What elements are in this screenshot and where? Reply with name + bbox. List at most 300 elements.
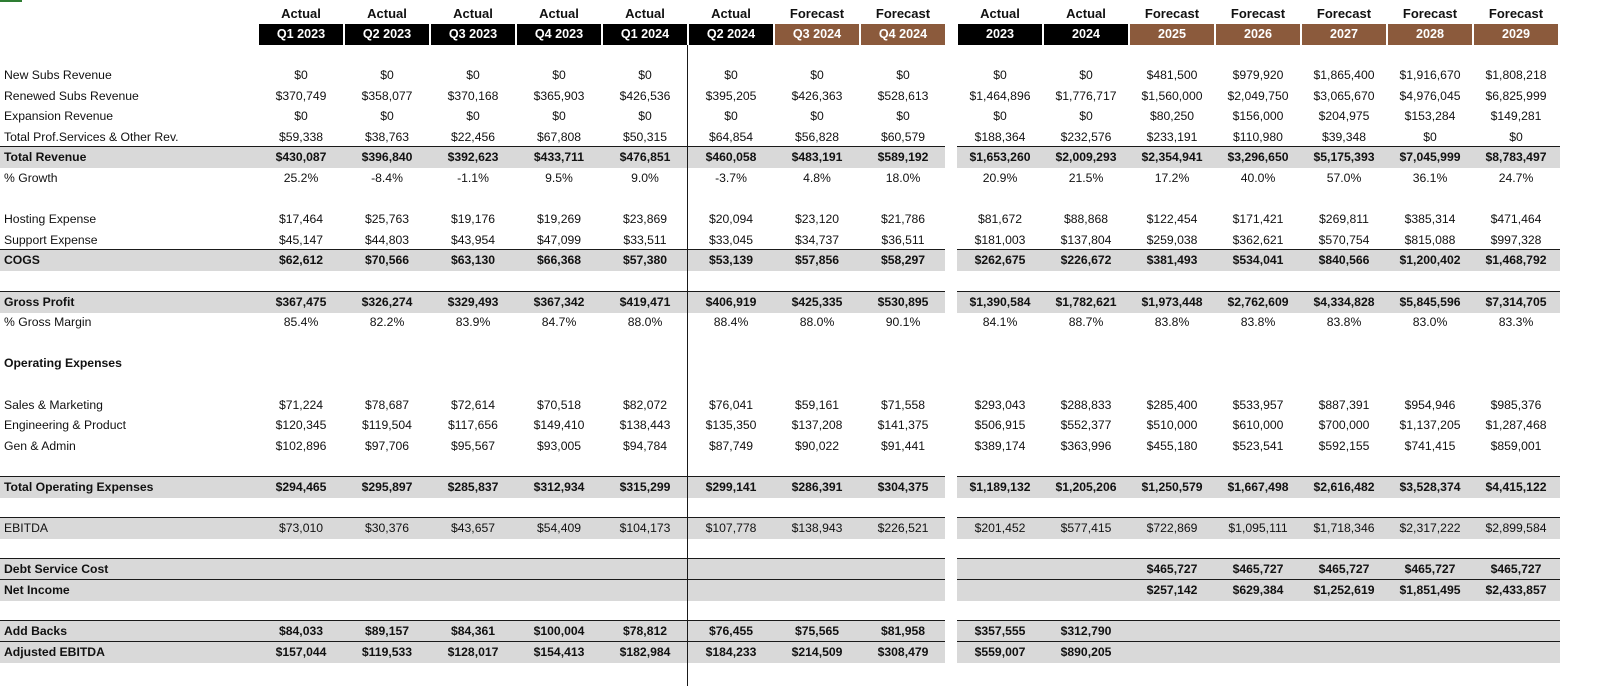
- table-cell[interactable]: $97,706: [364, 438, 410, 453]
- table-cell[interactable]: $110,980: [1233, 129, 1283, 144]
- table-cell[interactable]: $890,205: [1060, 644, 1112, 659]
- table-cell[interactable]: $419,471: [619, 294, 671, 309]
- row-label: Gen & Admin: [4, 438, 76, 453]
- table-cell[interactable]: $0: [724, 109, 738, 124]
- table-cell[interactable]: $610,000: [1232, 418, 1284, 433]
- table-cell[interactable]: $530,895: [877, 294, 929, 309]
- table-cell[interactable]: $1,205,206: [1055, 480, 1117, 494]
- table-cell[interactable]: $358,077: [361, 88, 413, 103]
- table-cell[interactable]: $1,287,468: [1485, 418, 1547, 433]
- table-cell[interactable]: $0: [466, 109, 480, 124]
- table-cell[interactable]: $1,808,218: [1485, 68, 1547, 82]
- table-cell[interactable]: 85.4%: [283, 315, 319, 330]
- table-cell[interactable]: 84.7%: [541, 315, 577, 330]
- table-cell[interactable]: $91,441: [880, 438, 926, 453]
- table-cell[interactable]: $56,828: [794, 129, 840, 144]
- table-cell[interactable]: $385,314: [1404, 212, 1456, 227]
- table-cell[interactable]: $299,141: [705, 480, 757, 494]
- table-cell[interactable]: $59,161: [794, 397, 840, 412]
- table-cell[interactable]: 84.1%: [982, 315, 1018, 330]
- table-cell[interactable]: $4,976,045: [1399, 88, 1461, 103]
- table-cell[interactable]: $2,354,941: [1141, 150, 1203, 165]
- table-cell[interactable]: $188,364: [974, 129, 1026, 144]
- table-cell[interactable]: $81,672: [977, 212, 1023, 227]
- table-cell[interactable]: $1,189,132: [969, 480, 1031, 494]
- table-cell[interactable]: $184,233: [705, 644, 757, 659]
- table-cell[interactable]: $137,804: [1060, 232, 1112, 247]
- table-cell[interactable]: $122,454: [1146, 212, 1198, 227]
- table-cell[interactable]: $0: [466, 68, 480, 82]
- table-cell[interactable]: $2,899,584: [1485, 521, 1547, 536]
- table-cell[interactable]: $36,511: [881, 232, 925, 247]
- table-cell[interactable]: $100,004: [533, 624, 585, 639]
- table-cell[interactable]: $840,566: [1318, 253, 1370, 268]
- table-cell[interactable]: $1,468,792: [1485, 253, 1547, 268]
- table-cell[interactable]: $149,281: [1490, 109, 1542, 124]
- table-cell[interactable]: $1,250,579: [1141, 480, 1203, 494]
- row-label: COGS: [4, 253, 40, 268]
- row-label: Gross Profit: [4, 294, 75, 309]
- table-cell[interactable]: -8.4%: [371, 171, 403, 185]
- table-cell[interactable]: $57,380: [622, 253, 668, 268]
- table-cell[interactable]: $39,348: [1321, 129, 1367, 144]
- table-cell[interactable]: $362,621: [1232, 232, 1284, 247]
- column-header-type: Forecast: [875, 6, 931, 21]
- table-cell[interactable]: $552,377: [1060, 418, 1112, 433]
- table-cell[interactable]: 83.3%: [1498, 315, 1534, 330]
- table-cell[interactable]: $44,803: [364, 232, 410, 247]
- table-cell[interactable]: $0: [896, 109, 910, 124]
- table-cell[interactable]: $45,147: [278, 232, 324, 247]
- table-cell[interactable]: $1,560,000: [1141, 88, 1203, 103]
- table-cell[interactable]: $2,009,293: [1055, 150, 1117, 165]
- table-cell[interactable]: $138,443: [619, 418, 671, 433]
- table-cell[interactable]: $19,269: [536, 212, 582, 227]
- table-cell[interactable]: $3,528,374: [1399, 480, 1461, 494]
- table-cell[interactable]: $38,763: [364, 129, 410, 144]
- table-cell[interactable]: $1,095,111: [1228, 521, 1288, 536]
- row-label: Support Expense: [4, 232, 98, 247]
- table-cell[interactable]: $135,350: [705, 418, 757, 433]
- table-cell[interactable]: $1,851,495: [1399, 583, 1461, 597]
- table-cell[interactable]: $119,504: [362, 418, 412, 433]
- table-cell[interactable]: $66,368: [536, 253, 582, 268]
- table-cell[interactable]: 83.9%: [455, 315, 491, 330]
- table-cell[interactable]: $0: [810, 109, 824, 124]
- table-cell[interactable]: $262,675: [974, 253, 1026, 268]
- table-cell[interactable]: $54,409: [536, 521, 582, 536]
- table-cell[interactable]: $43,954: [450, 232, 496, 247]
- table-cell[interactable]: $326,274: [361, 294, 413, 309]
- column-header-period: 2025: [1130, 24, 1214, 45]
- table-cell[interactable]: $17,464: [278, 212, 324, 227]
- table-cell[interactable]: $528,613: [877, 88, 929, 103]
- table-cell[interactable]: $47,099: [536, 232, 582, 247]
- column-header-period: 2027: [1302, 24, 1386, 45]
- table-cell[interactable]: $0: [993, 68, 1007, 82]
- row-label: Operating Expenses: [4, 356, 122, 371]
- row-border-line: [0, 558, 945, 559]
- table-cell[interactable]: $214,509: [791, 644, 843, 659]
- table-cell[interactable]: $0: [294, 109, 308, 124]
- table-cell[interactable]: $138,943: [791, 521, 843, 536]
- table-cell[interactable]: $62,612: [278, 253, 324, 268]
- table-cell[interactable]: $0: [552, 68, 566, 82]
- table-cell[interactable]: $81,958: [880, 624, 926, 639]
- table-cell[interactable]: $20,094: [708, 212, 754, 227]
- table-cell[interactable]: $406,919: [705, 294, 757, 309]
- row-label: Net Income: [4, 583, 70, 597]
- table-cell[interactable]: $50,315: [622, 129, 668, 144]
- table-cell[interactable]: $95,567: [450, 438, 496, 453]
- table-cell[interactable]: $1,464,896: [969, 88, 1031, 103]
- row-label: Total Revenue: [4, 150, 87, 165]
- table-cell[interactable]: $33,045: [708, 232, 754, 247]
- table-cell[interactable]: $0: [810, 68, 824, 82]
- table-cell[interactable]: $137,208: [791, 418, 843, 433]
- table-cell[interactable]: $78,687: [364, 397, 410, 412]
- table-cell[interactable]: $0: [380, 68, 394, 82]
- table-cell[interactable]: $226,672: [1060, 253, 1112, 268]
- table-cell[interactable]: $104,173: [619, 521, 671, 536]
- table-cell[interactable]: $90,022: [794, 438, 840, 453]
- table-cell[interactable]: $34,737: [794, 232, 840, 247]
- table-cell[interactable]: $589,192: [877, 150, 929, 165]
- table-cell[interactable]: $149,410: [533, 418, 585, 433]
- table-cell[interactable]: 82.2%: [369, 315, 405, 330]
- table-cell[interactable]: $67,808: [536, 129, 582, 144]
- table-cell[interactable]: $5,845,596: [1399, 294, 1461, 309]
- table-cell[interactable]: $7,314,705: [1485, 294, 1547, 309]
- table-cell[interactable]: $471,464: [1490, 212, 1542, 227]
- table-cell[interactable]: 4.8%: [803, 171, 831, 185]
- table-cell[interactable]: $102,896: [275, 438, 327, 453]
- table-cell[interactable]: 25.2%: [283, 171, 319, 185]
- table-cell[interactable]: $1,667,498: [1227, 480, 1289, 494]
- table-cell[interactable]: $534,041: [1232, 253, 1284, 268]
- table-cell[interactable]: $181,003: [974, 232, 1026, 247]
- table-cell[interactable]: $88,868: [1063, 212, 1109, 227]
- table-cell[interactable]: $381,493: [1146, 253, 1198, 268]
- table-cell[interactable]: $59,338: [278, 129, 324, 144]
- table-cell[interactable]: $295,897: [361, 480, 413, 494]
- table-cell[interactable]: $94,784: [622, 438, 668, 453]
- table-cell[interactable]: $1,200,402: [1399, 253, 1461, 268]
- table-cell[interactable]: $357,555: [974, 624, 1026, 639]
- table-cell[interactable]: $30,376: [364, 521, 410, 536]
- table-cell[interactable]: $629,384: [1232, 583, 1284, 597]
- table-cell[interactable]: $19,176: [450, 212, 496, 227]
- table-cell[interactable]: $997,328: [1490, 232, 1542, 247]
- column-divider-line: [687, 45, 688, 686]
- table-cell[interactable]: $182,984: [619, 644, 671, 659]
- table-cell[interactable]: $53,139: [708, 253, 754, 268]
- table-cell[interactable]: $2,762,609: [1227, 294, 1289, 309]
- row-label: % Gross Margin: [4, 315, 92, 330]
- table-cell[interactable]: $63,130: [450, 253, 496, 268]
- table-cell[interactable]: $392,623: [447, 150, 499, 165]
- table-cell[interactable]: $3,296,650: [1227, 150, 1289, 165]
- table-cell[interactable]: $2,049,750: [1227, 88, 1289, 103]
- table-cell[interactable]: $465,727: [1146, 562, 1198, 577]
- table-cell[interactable]: $259,038: [1146, 232, 1198, 247]
- table-cell[interactable]: 21.5%: [1068, 171, 1104, 185]
- table-cell[interactable]: 9.0%: [631, 171, 659, 185]
- column-header-period: Q2 2023: [345, 24, 429, 45]
- column-header-type: Actual: [539, 6, 579, 21]
- sheet-corner-marker: [0, 0, 22, 2]
- table-cell[interactable]: $0: [380, 109, 394, 124]
- table-cell[interactable]: $8,783,497: [1485, 150, 1547, 165]
- table-cell[interactable]: $232,576: [1060, 129, 1112, 144]
- table-cell[interactable]: $64,854: [708, 129, 754, 144]
- table-cell[interactable]: $6,825,999: [1485, 88, 1547, 103]
- table-cell[interactable]: $460,058: [705, 150, 757, 165]
- table-cell[interactable]: $430,087: [275, 150, 327, 165]
- table-cell[interactable]: $1,865,400: [1313, 68, 1375, 82]
- table-cell[interactable]: $722,869: [1146, 521, 1198, 536]
- table-cell[interactable]: $433,711: [533, 150, 585, 165]
- table-cell[interactable]: $1,973,448: [1141, 294, 1203, 309]
- table-cell[interactable]: 88.0%: [799, 315, 835, 330]
- table-cell[interactable]: $700,000: [1318, 418, 1370, 433]
- table-cell[interactable]: $107,778: [705, 521, 757, 536]
- table-cell[interactable]: $363,996: [1060, 438, 1112, 453]
- table-cell[interactable]: $859,001: [1490, 438, 1542, 453]
- table-cell[interactable]: $80,250: [1149, 109, 1195, 124]
- table-cell[interactable]: $312,790: [1060, 624, 1112, 639]
- table-cell[interactable]: $741,415: [1404, 438, 1456, 453]
- table-cell[interactable]: $87,749: [708, 438, 754, 453]
- table-cell[interactable]: $1,718,346: [1313, 521, 1375, 536]
- table-cell[interactable]: 57.0%: [1326, 171, 1362, 185]
- table-cell[interactable]: $0: [1079, 68, 1093, 82]
- table-cell[interactable]: $455,180: [1146, 438, 1198, 453]
- table-cell[interactable]: $7,045,999: [1399, 150, 1461, 165]
- table-cell[interactable]: $465,727: [1490, 562, 1542, 577]
- table-cell[interactable]: $84,033: [278, 624, 324, 639]
- table-cell[interactable]: $233,191: [1146, 129, 1198, 144]
- table-cell[interactable]: $570,754: [1318, 232, 1370, 247]
- table-cell[interactable]: $0: [294, 68, 308, 82]
- table-cell[interactable]: $57,856: [794, 253, 840, 268]
- table-cell[interactable]: $559,007: [974, 644, 1026, 659]
- table-cell[interactable]: $23,120: [794, 212, 840, 227]
- table-cell[interactable]: $72,614: [450, 397, 496, 412]
- table-cell[interactable]: 88.0%: [627, 315, 663, 330]
- table-cell[interactable]: $1,776,717: [1055, 88, 1117, 103]
- column-header-period: 2024: [1044, 24, 1128, 45]
- table-cell[interactable]: $425,335: [791, 294, 843, 309]
- table-cell[interactable]: $2,317,222: [1399, 521, 1461, 536]
- row-label: New Subs Revenue: [4, 68, 112, 82]
- table-cell[interactable]: $5,175,393: [1313, 150, 1375, 165]
- table-cell[interactable]: $4,334,828: [1313, 294, 1375, 309]
- table-cell[interactable]: $308,479: [877, 644, 929, 659]
- table-cell[interactable]: 20.9%: [982, 171, 1018, 185]
- table-cell[interactable]: -1.1%: [457, 171, 489, 185]
- table-cell[interactable]: $370,168: [447, 88, 499, 103]
- table-cell[interactable]: $141,375: [877, 418, 929, 433]
- column-header-period: 2029: [1474, 24, 1558, 45]
- column-header-period: Q1 2023: [259, 24, 343, 45]
- table-cell[interactable]: $76,455: [708, 624, 754, 639]
- table-cell[interactable]: $0: [1509, 129, 1523, 144]
- table-cell[interactable]: $0: [638, 109, 652, 124]
- table-cell[interactable]: $0: [552, 109, 566, 124]
- column-header-type: Actual: [1066, 6, 1106, 21]
- table-cell[interactable]: $73,010: [278, 521, 324, 536]
- table-cell[interactable]: 24.7%: [1498, 171, 1534, 185]
- table-cell[interactable]: $75,565: [794, 624, 840, 639]
- table-cell[interactable]: $89,157: [364, 624, 410, 639]
- table-cell[interactable]: $70,566: [364, 253, 410, 268]
- table-cell[interactable]: $71,558: [880, 397, 926, 412]
- table-cell[interactable]: $395,205: [705, 88, 757, 103]
- table-cell[interactable]: $285,400: [1146, 397, 1198, 412]
- table-cell[interactable]: 18.0%: [885, 171, 921, 185]
- row-band: [0, 580, 945, 601]
- table-cell[interactable]: 17.2%: [1154, 171, 1190, 185]
- table-cell[interactable]: $396,840: [361, 150, 413, 165]
- column-header-period: Q4 2024: [861, 24, 945, 45]
- table-cell[interactable]: $0: [638, 68, 652, 82]
- table-cell[interactable]: $156,000: [1232, 109, 1284, 124]
- table-cell[interactable]: $426,363: [791, 88, 843, 103]
- table-cell[interactable]: $70,518: [536, 397, 582, 412]
- table-cell[interactable]: 83.8%: [1326, 315, 1362, 330]
- table-cell[interactable]: $288,833: [1060, 397, 1112, 412]
- table-cell[interactable]: 88.7%: [1068, 315, 1104, 330]
- table-cell[interactable]: $592,155: [1318, 438, 1370, 453]
- table-cell[interactable]: $954,946: [1404, 397, 1456, 412]
- table-cell[interactable]: $483,191: [791, 150, 843, 165]
- table-cell[interactable]: $367,475: [275, 294, 327, 309]
- row-band: [0, 559, 945, 580]
- table-cell[interactable]: $979,920: [1232, 68, 1284, 82]
- table-cell[interactable]: $286,391: [791, 480, 843, 494]
- table-cell[interactable]: $60,579: [880, 129, 926, 144]
- table-cell[interactable]: $204,975: [1318, 109, 1370, 124]
- table-cell[interactable]: $506,915: [974, 418, 1026, 433]
- table-cell[interactable]: $153,284: [1404, 109, 1456, 124]
- table-cell[interactable]: $815,088: [1404, 232, 1456, 247]
- row-label: % Growth: [4, 171, 58, 185]
- table-cell[interactable]: $117,656: [448, 418, 498, 433]
- table-cell[interactable]: $1,653,260: [969, 150, 1031, 165]
- table-cell[interactable]: 9.5%: [545, 171, 573, 185]
- table-cell[interactable]: $465,727: [1318, 562, 1370, 577]
- table-cell[interactable]: $367,342: [533, 294, 585, 309]
- table-cell[interactable]: $82,072: [622, 397, 668, 412]
- table-cell[interactable]: $269,811: [1319, 212, 1369, 227]
- table-cell[interactable]: $426,536: [619, 88, 671, 103]
- table-cell[interactable]: $329,493: [447, 294, 499, 309]
- table-cell[interactable]: $370,749: [275, 88, 327, 103]
- table-cell[interactable]: $22,456: [450, 129, 496, 144]
- table-cell[interactable]: $312,934: [533, 480, 585, 494]
- table-cell[interactable]: 90.1%: [885, 315, 921, 330]
- table-cell[interactable]: $0: [1079, 109, 1093, 124]
- table-cell[interactable]: $315,299: [619, 480, 671, 494]
- table-cell[interactable]: $171,421: [1232, 212, 1284, 227]
- table-cell[interactable]: $1,137,205: [1399, 418, 1461, 433]
- table-cell[interactable]: $293,043: [974, 397, 1026, 412]
- table-cell[interactable]: $389,174: [974, 438, 1026, 453]
- table-cell[interactable]: $533,957: [1232, 397, 1284, 412]
- table-cell[interactable]: 88.4%: [713, 315, 749, 330]
- table-cell[interactable]: $0: [896, 68, 910, 82]
- table-cell[interactable]: $2,433,857: [1485, 583, 1547, 597]
- table-cell[interactable]: $1,390,584: [969, 294, 1031, 309]
- table-cell[interactable]: $43,657: [450, 521, 496, 536]
- table-cell[interactable]: $128,017: [447, 644, 499, 659]
- table-cell[interactable]: $78,812: [622, 624, 668, 639]
- table-cell[interactable]: $0: [1423, 129, 1437, 144]
- table-cell[interactable]: $2,616,482: [1313, 480, 1375, 494]
- table-cell[interactable]: $21,786: [880, 212, 926, 227]
- table-cell[interactable]: $33,511: [623, 232, 667, 247]
- table-cell[interactable]: $304,375: [877, 480, 929, 494]
- table-cell[interactable]: -3.7%: [715, 171, 747, 185]
- table-cell[interactable]: $93,005: [536, 438, 582, 453]
- table-cell[interactable]: $285,837: [447, 480, 499, 494]
- table-cell[interactable]: $510,000: [1146, 418, 1198, 433]
- table-cell[interactable]: $3,065,670: [1313, 88, 1375, 103]
- table-cell[interactable]: 83.8%: [1240, 315, 1276, 330]
- table-cell[interactable]: $201,452: [974, 521, 1026, 536]
- table-cell[interactable]: $294,465: [275, 480, 327, 494]
- table-cell[interactable]: 83.0%: [1412, 315, 1448, 330]
- table-cell[interactable]: $0: [993, 109, 1007, 124]
- table-cell[interactable]: $523,541: [1232, 438, 1284, 453]
- column-header-period: 2026: [1216, 24, 1300, 45]
- row-label: EBITDA: [4, 521, 49, 536]
- table-cell[interactable]: $58,297: [880, 253, 926, 268]
- table-cell[interactable]: $1,252,619: [1313, 583, 1375, 597]
- column-header-type: Actual: [625, 6, 665, 21]
- table-cell[interactable]: 36.1%: [1412, 171, 1448, 185]
- table-cell[interactable]: $465,727: [1232, 562, 1284, 577]
- table-cell[interactable]: $23,869: [622, 212, 668, 227]
- table-cell[interactable]: 40.0%: [1240, 171, 1276, 185]
- table-cell[interactable]: $476,851: [619, 150, 671, 165]
- table-cell[interactable]: $157,044: [275, 644, 327, 659]
- table-cell[interactable]: $84,361: [450, 624, 496, 639]
- column-header-period: Q3 2023: [431, 24, 515, 45]
- table-cell[interactable]: $4,415,122: [1485, 480, 1547, 494]
- table-cell[interactable]: $1,782,621: [1055, 294, 1117, 309]
- table-cell[interactable]: $71,224: [278, 397, 324, 412]
- table-cell[interactable]: $365,903: [533, 88, 585, 103]
- table-cell[interactable]: $25,763: [364, 212, 410, 227]
- table-cell[interactable]: $120,345: [275, 418, 327, 433]
- table-cell[interactable]: $119,533: [361, 644, 413, 659]
- table-cell[interactable]: $985,376: [1490, 397, 1542, 412]
- table-cell[interactable]: $465,727: [1404, 562, 1456, 577]
- table-cell[interactable]: $226,521: [877, 521, 929, 536]
- table-cell[interactable]: $76,041: [708, 397, 754, 412]
- table-cell[interactable]: $577,415: [1060, 521, 1112, 536]
- column-header-type: Forecast: [1144, 6, 1200, 21]
- table-cell[interactable]: $257,142: [1146, 583, 1198, 597]
- table-cell[interactable]: $481,500: [1146, 68, 1198, 82]
- table-cell[interactable]: 83.8%: [1154, 315, 1190, 330]
- table-cell[interactable]: $1,916,670: [1399, 68, 1461, 82]
- table-cell[interactable]: $154,413: [533, 644, 585, 659]
- table-cell[interactable]: $0: [724, 68, 738, 82]
- table-cell[interactable]: $887,391: [1318, 397, 1370, 412]
